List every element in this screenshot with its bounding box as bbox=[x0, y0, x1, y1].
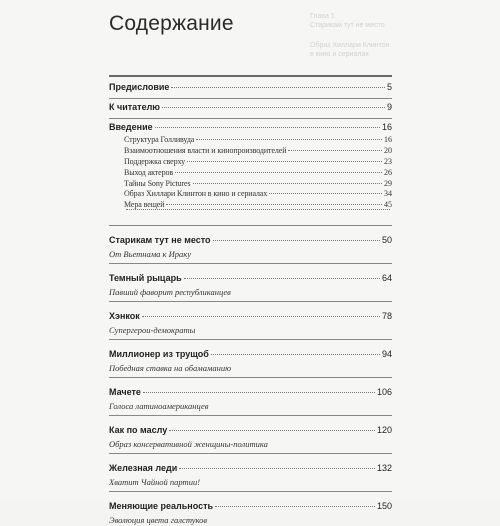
toc-subentry[interactable] bbox=[109, 179, 392, 190]
toc-chapter-subtitle: Образ консервативной женщины-политика bbox=[109, 439, 268, 450]
dot-leader bbox=[155, 127, 380, 128]
toc-page-number: 5 bbox=[386, 82, 392, 92]
toc-page-number: 120 bbox=[376, 425, 392, 436]
dot-leader bbox=[169, 430, 375, 431]
toc-entry-to-reader[interactable] bbox=[109, 102, 392, 115]
toc-page-number: 50 bbox=[381, 235, 392, 246]
dot-leader bbox=[187, 161, 382, 162]
toc-chapter-subtitle: Эволюция цвета галстуков bbox=[109, 515, 208, 526]
toc-entry-label: Хэнкок bbox=[109, 311, 140, 322]
title-rule bbox=[109, 75, 392, 77]
toc-subentry[interactable] bbox=[109, 189, 392, 200]
dot-leader bbox=[215, 506, 375, 507]
dot-leader bbox=[213, 240, 380, 241]
dot-leader bbox=[184, 278, 380, 279]
toc-page-number: 64 bbox=[381, 273, 392, 284]
toc-subentry[interactable] bbox=[109, 168, 392, 179]
dot-leader bbox=[126, 209, 390, 210]
dot-leader bbox=[142, 316, 380, 317]
toc-subentry-label: Поддержка сверху bbox=[124, 156, 186, 166]
toc-entry-introduction[interactable] bbox=[109, 122, 392, 135]
toc-entry-label: Железная леди bbox=[109, 463, 178, 474]
dot-leader bbox=[179, 468, 375, 469]
toc-chapter-subtitle: Супергерои-демократы bbox=[109, 325, 196, 336]
divider bbox=[109, 118, 392, 119]
toc-chapter-subtitle: Победная ставка на обамаманию bbox=[109, 363, 232, 374]
toc-entry-label: Меняющие реальность bbox=[109, 501, 214, 512]
divider bbox=[109, 98, 392, 99]
toc-page-number: 106 bbox=[376, 387, 392, 398]
toc-entry-chapter-4[interactable] bbox=[109, 349, 392, 374]
toc-page-number: 132 bbox=[376, 463, 392, 474]
toc-entry-chapter-6[interactable] bbox=[109, 425, 392, 450]
toc-page-number: 26 bbox=[384, 167, 392, 177]
dot-leader bbox=[162, 107, 385, 108]
dot-leader bbox=[211, 354, 380, 355]
toc-subentry-label: Структура Голливуда bbox=[124, 135, 195, 144]
toc-subentry[interactable] bbox=[109, 135, 392, 146]
dot-leader bbox=[196, 139, 382, 140]
toc-page-number: 16 bbox=[381, 122, 392, 132]
table-of-contents bbox=[109, 82, 392, 526]
toc-entry-chapter-8[interactable] bbox=[109, 501, 392, 526]
toc-subentry[interactable] bbox=[109, 211, 392, 222]
toc-page-number: 94 bbox=[381, 349, 392, 360]
toc-page-number: 45 bbox=[384, 200, 392, 210]
dot-leader bbox=[143, 392, 375, 393]
toc-entry-chapter-3[interactable] bbox=[109, 311, 392, 336]
toc-entry-chapter-1[interactable] bbox=[109, 235, 392, 260]
toc-entry-chapter-7[interactable] bbox=[109, 463, 392, 488]
toc-entry-label: Предисловие bbox=[109, 82, 170, 92]
toc-page-number: 23 bbox=[384, 156, 392, 166]
dot-leader bbox=[269, 193, 382, 194]
dot-leader bbox=[288, 150, 382, 151]
toc-entry-label: Как по маслу bbox=[109, 425, 168, 436]
toc-page-number: 16 bbox=[384, 135, 392, 144]
toc-entry-preface[interactable] bbox=[109, 82, 392, 95]
dot-leader bbox=[166, 204, 382, 205]
toc-subentry-label: Образ Хиллари Клинтон в кино и сериалах bbox=[124, 189, 268, 199]
toc-chapter-subtitle: Хватит Чайной партии! bbox=[109, 477, 201, 488]
toc-page-number: 9 bbox=[386, 102, 392, 112]
dot-leader bbox=[193, 183, 383, 184]
toc-chapter-subtitle: Павший фаворит республиканцев bbox=[109, 287, 231, 298]
toc-subentry[interactable] bbox=[109, 157, 392, 168]
toc-page-number: 20 bbox=[384, 145, 392, 155]
toc-entry-label: Темный рыцарь bbox=[109, 273, 182, 284]
toc-entry-label: Миллионер из трущоб bbox=[109, 349, 209, 360]
toc-chapter-subtitle: Голоса латиноамериканцев bbox=[109, 401, 209, 412]
bleed-through-text: Глава 1 Старикам тут не место Образ Хиллари Клинтон в кино и сериалах bbox=[310, 13, 390, 58]
toc-entry-label: Введение bbox=[109, 122, 153, 132]
toc-entry-chapter-5[interactable] bbox=[109, 387, 392, 412]
toc-page-number: 29 bbox=[384, 178, 392, 188]
dot-leader bbox=[175, 172, 382, 173]
toc-page-number: 150 bbox=[376, 501, 392, 512]
toc-entry-label: К читателю bbox=[109, 102, 160, 112]
toc-entry-chapter-2[interactable] bbox=[109, 273, 392, 298]
toc-subentry-label: Взаимоотношения власти и кинопроизводителей bbox=[124, 145, 287, 155]
toc-subentry[interactable] bbox=[109, 146, 392, 157]
toc-page-number: 78 bbox=[381, 311, 392, 322]
page-title: Содержание bbox=[109, 12, 234, 35]
toc-entry-label: Старикам тут не место bbox=[109, 235, 211, 246]
toc-chapter-subtitle: От Вьетнама к Ираку bbox=[109, 249, 192, 260]
toc-subentry-label: Выход актеров bbox=[124, 167, 174, 177]
dot-leader bbox=[171, 87, 385, 88]
toc-subentry-label: Мера вещей bbox=[124, 200, 165, 210]
toc-subentry-label: Тайны Sony Pictures bbox=[124, 178, 191, 188]
toc-page-number: 34 bbox=[384, 189, 392, 199]
toc-entry-label: Мачете bbox=[109, 387, 141, 398]
